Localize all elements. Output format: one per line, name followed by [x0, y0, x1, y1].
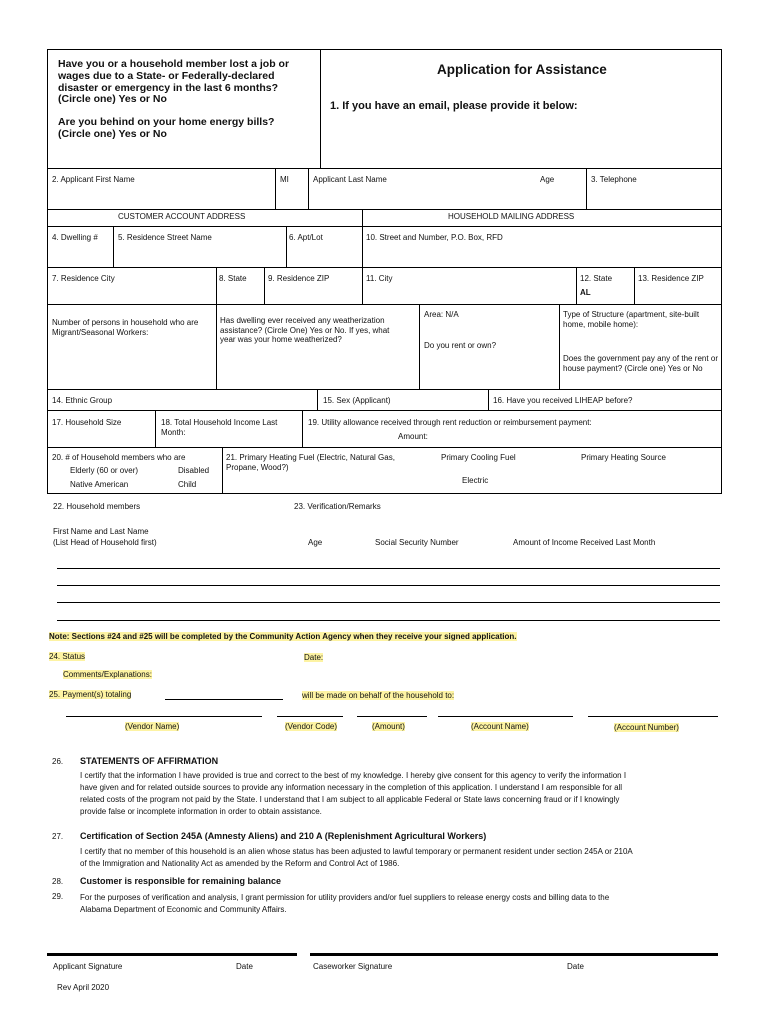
divider — [488, 389, 489, 411]
comments-field[interactable]: Comments/Explanations: — [63, 670, 152, 679]
vendor-code-label: (Vendor Code) — [285, 722, 338, 731]
age-field[interactable]: Age — [540, 175, 555, 184]
statement-27-body: I certify that no member of this household is an alien whose status has been adjusted to lawful temporary or permanent resident under section 245A or 210A of the Immigration and Nationality Act as amended by the Reform and Control Act of 1986. — [80, 847, 633, 868]
divider — [362, 226, 363, 268]
divider — [559, 304, 560, 390]
applicant-signature-label: Applicant Signature — [53, 962, 123, 971]
divider — [362, 267, 363, 305]
status-field[interactable]: 24. Status — [49, 652, 86, 661]
structure-type-field[interactable]: Type of Structure (apartment, site-built home, mobile home): — [563, 310, 700, 329]
utility-amount-field[interactable]: Amount: — [398, 432, 428, 441]
statement-28-number: 28. — [52, 877, 64, 886]
sex-field[interactable]: 15. Sex (Applicant) — [323, 396, 391, 405]
divider — [216, 304, 217, 390]
statement-29-body: For the purposes of verification and analysis, I grant permission for utility providers and/or fuel suppliers to release energy costs and billing data to the Alabama Department of Economic and Community Affairs. — [80, 893, 610, 914]
account-name-label: (Account Name) — [471, 722, 529, 731]
divider — [308, 168, 309, 210]
status-date-field[interactable]: Date: — [304, 653, 324, 662]
statement-26-title: STATEMENTS OF AFFIRMATION — [80, 756, 219, 766]
area-field: Area: N/A — [424, 310, 459, 319]
applicant-signature-line[interactable] — [47, 953, 297, 956]
divider — [317, 389, 318, 411]
rent-own-field[interactable]: Do you rent or own? — [424, 341, 497, 350]
email-prompt: 1. If you have an email, please provide it below: — [330, 100, 578, 112]
statement-28-title: Customer is responsible for remaining balance — [80, 876, 282, 886]
payment-behalf-label: will be made on behalf of the household to: — [302, 691, 455, 700]
statement-26-number: 26. — [52, 757, 64, 766]
lost-job-question: Have you or a household member lost a job or wages due to a State- or Federally-declared disaster or emergency in the last 6 months? (Circle one) Yes or No — [58, 58, 290, 106]
account-number-label: (Account Number) — [614, 723, 679, 732]
col-ssn-header: Social Security Number — [375, 538, 459, 547]
divider — [586, 168, 587, 210]
divider — [362, 209, 363, 227]
mailing-city-field[interactable]: 11. City — [366, 274, 393, 283]
last-name-field[interactable]: Applicant Last Name — [313, 175, 387, 184]
page-title: Application for Assistance — [437, 62, 607, 77]
statement-29-number: 29. — [52, 892, 64, 901]
applicant-date-label: Date — [236, 962, 253, 971]
account-number-line[interactable] — [588, 716, 718, 717]
residence-city-field[interactable]: 7. Residence City — [52, 274, 115, 283]
divider — [634, 267, 635, 305]
divider — [275, 168, 276, 210]
dwelling-field[interactable]: 4. Dwelling # — [52, 233, 98, 242]
energy-bills-question: Are you behind on your home energy bills? (Circle one) Yes or No — [58, 116, 275, 140]
amount-label: (Amount) — [372, 722, 405, 731]
top-divider — [320, 49, 321, 169]
member-line[interactable] — [57, 620, 720, 621]
caseworker-date-label: Date — [567, 962, 584, 971]
migrant-workers-field[interactable]: Number of persons in household who are Migrant/Seasonal Workers: — [52, 318, 199, 337]
divider — [264, 267, 265, 305]
residence-zip-field[interactable]: 9. Residence ZIP — [268, 274, 330, 283]
agency-note: Note: Sections #24 and #25 will be completed by the Community Action Agency when they receive your signed application. — [49, 632, 517, 641]
mailing-state-field[interactable]: 12. State — [580, 274, 613, 283]
ethnic-group-field[interactable]: 14. Ethnic Group — [52, 396, 113, 405]
col-name-subheader: (List Head of Household first) — [53, 538, 157, 547]
statement-27-title: Certification of Section 245A (Amnesty Aliens) and 210 A (Replenishment Agricultural Workers) — [80, 831, 487, 841]
col-name-header: First Name and Last Name — [53, 527, 149, 536]
mailing-street-field[interactable]: 10. Street and Number, P.O. Box, RFD — [366, 233, 503, 242]
child-field[interactable]: Child — [178, 480, 197, 489]
utility-allowance-field[interactable]: 19. Utility allowance received through rent reduction or reimbursement payment: — [308, 418, 592, 427]
divider — [576, 267, 577, 305]
state-field[interactable]: 8. State — [219, 274, 247, 283]
verification-remarks-title: 23. Verification/Remarks — [294, 502, 381, 511]
vendor-name-label: (Vendor Name) — [125, 722, 180, 731]
revision-label: Rev April 2020 — [57, 983, 110, 992]
col-age-header: Age — [308, 538, 323, 547]
divider — [113, 226, 114, 268]
elderly-field[interactable]: Elderly (60 or over) — [70, 466, 139, 475]
members-who-are-label: 20. # of Household members who are — [52, 453, 186, 462]
caseworker-signature-line[interactable] — [310, 953, 718, 956]
mi-field[interactable]: MI — [280, 175, 289, 184]
heating-fuel-field[interactable]: 21. Primary Heating Fuel (Electric, Natural Gas, Propane, Wood?) — [226, 453, 395, 472]
divider — [302, 410, 303, 448]
statement-27-number: 27. — [52, 832, 64, 841]
apt-field[interactable]: 6. Apt/Lot — [289, 233, 323, 242]
statement-26-body: I certify that the information I have provided is true and correct to the best of my knowledge. I hereby give consent for this agency to verify the information I have given and for related outside sources to provide any information necessary in the completion of this application. I understand I am responsible for all related costs of the program not paid by the State. I understand that I am subject to all applicable Federal or State laws concerning fraud or if I knowingly provide false or incomplete information in order to obtain assistance. — [80, 771, 627, 816]
household-address-header: HOUSEHOLD MAILING ADDRESS — [448, 212, 575, 221]
account-name-line[interactable] — [438, 716, 573, 717]
household-size-field[interactable]: 17. Household Size — [52, 418, 122, 427]
vendor-name-line[interactable] — [66, 716, 262, 717]
telephone-field[interactable]: 3. Telephone — [591, 175, 637, 184]
member-line[interactable] — [57, 602, 720, 603]
cooling-fuel-field[interactable]: Primary Cooling Fuel — [441, 453, 516, 462]
payment-amount-line[interactable] — [165, 699, 283, 700]
divider — [216, 267, 217, 305]
household-income-field[interactable]: 18. Total Household Income Last Month: — [161, 418, 278, 437]
city-row — [47, 267, 722, 305]
heating-source-field[interactable]: Primary Heating Source — [581, 453, 666, 462]
divider — [222, 447, 223, 494]
divider — [286, 226, 287, 268]
member-line[interactable] — [57, 585, 720, 586]
customer-address-header: CUSTOMER ACCOUNT ADDRESS — [118, 212, 246, 221]
mailing-zip-field[interactable]: 13. Residence ZIP — [638, 274, 704, 283]
native-american-field[interactable]: Native American — [70, 480, 129, 489]
divider — [155, 410, 156, 448]
payment-totaling-field[interactable]: 25. Payment(s) totaling — [49, 690, 132, 699]
first-name-field[interactable]: 2. Applicant First Name — [52, 175, 135, 184]
vendor-code-line[interactable] — [277, 716, 343, 717]
gov-pay-field[interactable]: Does the government pay any of the rent or house payment? (Circle one) Yes or No — [563, 354, 718, 373]
col-income-header: Amount of Income Received Last Month — [513, 538, 656, 547]
caseworker-signature-label: Caseworker Signature — [313, 962, 393, 971]
disabled-field[interactable]: Disabled — [178, 466, 210, 475]
divider — [419, 304, 420, 390]
member-line[interactable] — [57, 568, 720, 569]
weatherized-field[interactable]: Has dwelling ever received any weatherization assistance? (Circle One) Yes or No. If yes, what year was your home weatherized? — [220, 316, 390, 345]
amount-line[interactable] — [357, 716, 427, 717]
mailing-state-value: AL — [580, 288, 591, 297]
household-size-row — [47, 410, 722, 448]
household-members-title: 22. Household members — [53, 502, 141, 511]
cooling-fuel-value: Electric — [462, 476, 489, 485]
liheap-field[interactable]: 16. Have you received LIHEAP before? — [493, 396, 633, 405]
street-name-field[interactable]: 5. Residence Street Name — [118, 233, 212, 242]
